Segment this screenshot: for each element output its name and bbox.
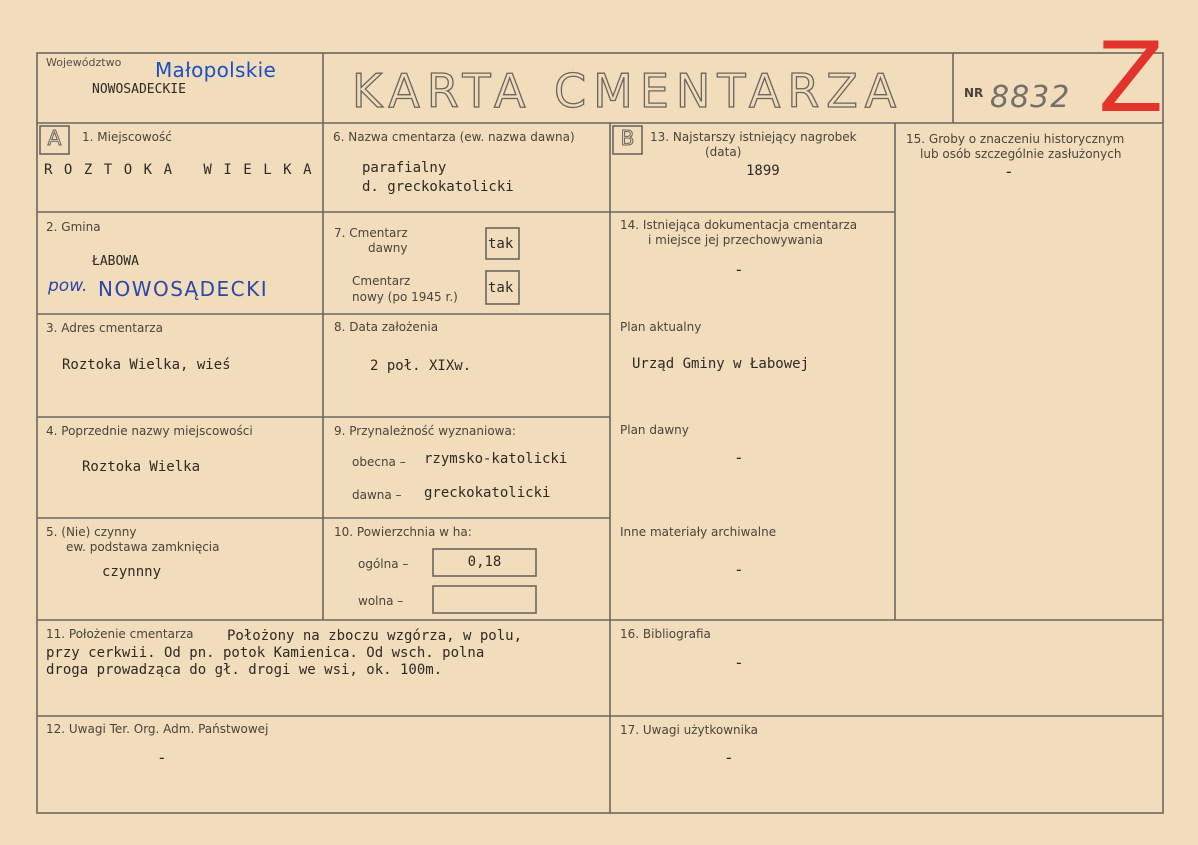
field-4-value: Roztoka Wielka xyxy=(82,459,201,475)
corner-mark-z: Z xyxy=(1098,22,1164,134)
field-4-label: 4. Poprzednie nazwy miejscowości xyxy=(46,424,253,438)
field-9-obecna-label: obecna – xyxy=(352,455,406,469)
nr-value: 8832 xyxy=(990,80,1071,115)
field-5-sublabel: ew. podstawa zamknięcia xyxy=(66,540,220,554)
wojewodztwo-stamp: Małopolskie xyxy=(155,58,277,82)
field-10-label: 10. Powierzchnia w ha: xyxy=(334,525,472,539)
field-11-line-1: Położony na zboczu wzgórza, w polu, xyxy=(227,628,523,644)
field-2-hand-value: NOWOSĄDECKI xyxy=(98,277,269,301)
inne-materialy-label: Inne materiały archiwalne xyxy=(620,525,777,539)
section-b-label: B xyxy=(620,126,635,150)
field-2-value: ŁABOWA xyxy=(92,254,139,269)
field-17-label: 17. Uwagi użytkownika xyxy=(620,723,759,737)
field-14-sublabel: i miejsce jej przechowywania xyxy=(648,233,823,247)
plan-aktualny-label: Plan aktualny xyxy=(620,320,702,334)
field-6-value-1: parafialny xyxy=(362,160,447,176)
field-6-label: 6. Nazwa cmentarza (ew. nazwa dawna) xyxy=(333,130,575,144)
field-13-sublabel: (data) xyxy=(705,145,742,159)
field-2-label: 2. Gmina xyxy=(46,220,101,234)
field-3-label: 3. Adres cmentarza xyxy=(46,321,163,335)
field-11-line-3: droga prowadząca do gł. drogi we wsi, ok. 100m. xyxy=(46,662,443,678)
field-10-ogolna-value: 0,18 xyxy=(467,554,502,570)
wojewodztwo-value: NOWOSADECKIE xyxy=(92,82,186,97)
field-15-sublabel: lub osób szczególnie zasłużonych xyxy=(920,147,1122,161)
field-11-line-2: przy cerkwii. Od pn. potok Kamienica. Od wsch. polna xyxy=(46,645,485,661)
field-6-value-2: d. greckokatolicki xyxy=(362,179,514,195)
plan-dawny-value: - xyxy=(734,448,744,467)
field-11-label: 11. Położenie cmentarza xyxy=(46,627,194,641)
field-9-label: 9. Przynależność wyznaniowa: xyxy=(334,424,516,438)
field-16-value: - xyxy=(734,653,744,672)
field-7-label: 7. Cmentarz xyxy=(334,226,408,240)
nr-label: NR xyxy=(964,86,984,100)
inne-materialy-value: - xyxy=(734,560,744,579)
field-7-dawny-label: dawny xyxy=(368,241,408,255)
field-8-value: 2 poł. XIXw. xyxy=(370,358,472,374)
field-7-dawny-value: tak xyxy=(488,236,514,252)
field-8-label: 8. Data założenia xyxy=(334,320,439,334)
field-1-value: ROZTOKA WIELKA xyxy=(44,162,324,178)
field-10-ogolna-label: ogólna – xyxy=(358,557,409,571)
plan-dawny-label: Plan dawny xyxy=(620,423,689,437)
section-a-label: A xyxy=(47,126,62,150)
field-15-label: 15. Groby o znaczeniu historycznym xyxy=(906,132,1125,146)
field-9-obecna-value: rzymsko-katolicki xyxy=(424,451,568,467)
field-17-value: - xyxy=(724,748,734,767)
wojewodztwo-label: Województwo xyxy=(46,56,122,69)
field-7-nowy-label-1: Cmentarz xyxy=(352,274,411,288)
field-13-label: 13. Najstarszy istniejący nagrobek xyxy=(650,130,857,144)
field-5-value: czynnny xyxy=(102,564,162,580)
card-title: KARTA CMENTARZA xyxy=(352,64,904,118)
field-7-nowy-value: tak xyxy=(488,280,514,296)
field-12-value: - xyxy=(157,748,167,767)
field-10-wolna-label: wolna – xyxy=(358,594,404,608)
field-9-dawna-label: dawna – xyxy=(352,488,402,502)
field-15-value: - xyxy=(1004,162,1014,181)
field-5-label: 5. (Nie) czynny xyxy=(46,525,137,539)
field-12-label: 12. Uwagi Ter. Org. Adm. Państwowej xyxy=(46,722,269,736)
field-7-nowy-label-2: nowy (po 1945 r.) xyxy=(352,290,458,304)
field-14-value: - xyxy=(734,260,744,279)
field-16-label: 16. Bibliografia xyxy=(620,627,711,641)
field-2-hand-prefix: pow. xyxy=(48,276,88,296)
field-14-label: 14. Istniejąca dokumentacja cmentarza xyxy=(620,218,858,232)
field-13-value: 1899 xyxy=(746,163,780,179)
field-9-dawna-value: greckokatolicki xyxy=(424,485,551,501)
field-1-label: 1. Miejscowość xyxy=(82,130,172,144)
plan-aktualny-value: Urząd Gminy w Łabowej xyxy=(632,356,810,372)
field-3-value: Roztoka Wielka, wieś xyxy=(62,357,231,373)
